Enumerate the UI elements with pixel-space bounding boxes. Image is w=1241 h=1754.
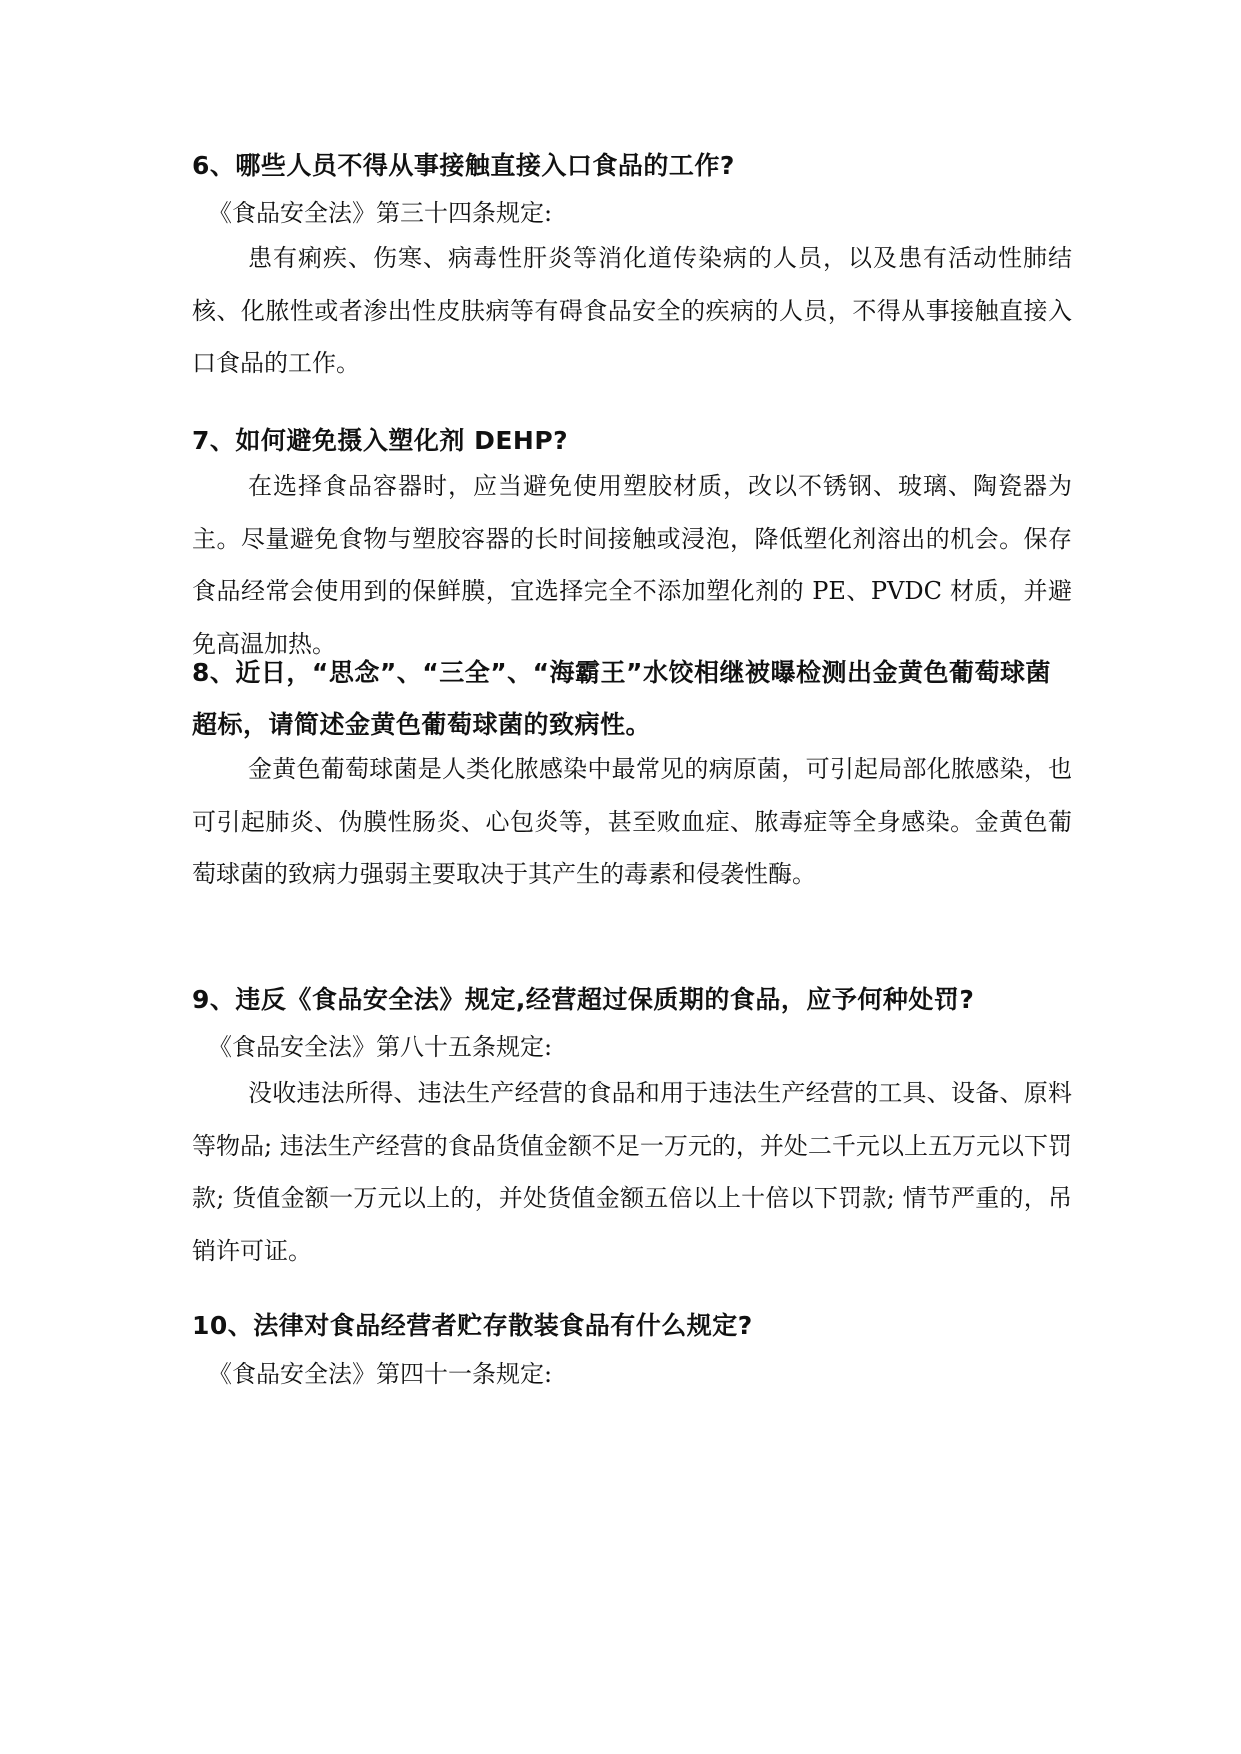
question-10-citation: 《食品安全法》第四十一条规定: [208, 1360, 553, 1388]
question-8-heading: 8、近日，“思念”、“三全”、“海霸王”水饺相继被曝检测出金黄色葡萄球菌超标，请简述金黄色葡萄球菌的致病性。 [192, 658, 1051, 739]
question-6-heading: 6、哪些人员不得从事接触直接入口食品的工作? [192, 151, 735, 180]
question-8-answer: 金黄色葡萄球菌是人类化脓感染中最常见的病原菌，可引起局部化脓感染，也可引起肺炎、伪膜性肠炎、心包炎等，甚至败血症、脓毒症等全身感染。金黄色葡萄球菌的致病力强弱主要取决于其产生的毒素和侵袭性酶。 [192, 755, 1072, 888]
question-6-answer: 患有痢疾、伤寒、病毒性肝炎等消化道传染病的人员，以及患有活动性肺结核、化脓性或者渗出性皮肤病等有碍食品安全的疾病的人员，不得从事接触直接入口食品的工作。 [192, 244, 1072, 377]
question-7-answer: 在选择食品容器时，应当避免使用塑胶材质，改以不锈钢、玻璃、陶瓷器为主。尽量避免食物与塑胶容器的长时间接触或浸泡，降低塑化剂溶出的机会。保存食品经常会使用到的保鲜膜，宜选择完全不添加塑化剂的 PE、PVDC 材质，并避免高温加热。 [192, 472, 1072, 658]
question-10-heading: 10、法律对食品经营者贮存散装食品有什么规定? [192, 1311, 753, 1340]
question-6-citation: 《食品安全法》第三十四条规定: [208, 199, 553, 227]
question-9-citation: 《食品安全法》第八十五条规定: [208, 1033, 553, 1061]
question-7-heading: 7、如何避免摄入塑化剂 DEHP? [192, 426, 569, 455]
question-9-answer: 没收违法所得、违法生产经营的食品和用于违法生产经营的工具、设备、原料等物品; 违法生产经营的食品货值金额不足一万元的，并处二千元以上五万元以下罚款; 货值金额一万元以上的，并处货值金额五倍以上十倍以下罚款; 情节严重的，吊销许可证。 [192, 1079, 1072, 1265]
question-9-heading: 9、违反《食品安全法》规定,经营超过保质期的食品，应予何种处罚? [192, 985, 975, 1014]
